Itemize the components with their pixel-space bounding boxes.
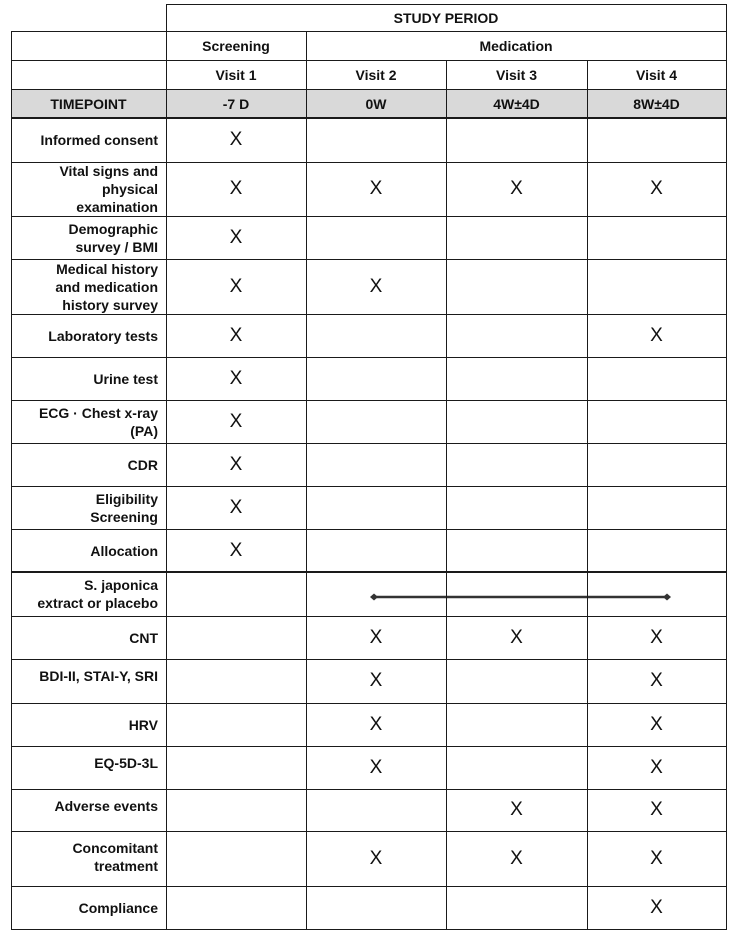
grid-line-v [166, 4, 167, 930]
visit-header: Visit 2 [355, 66, 397, 83]
visit-mark: X [369, 275, 383, 297]
procedure-label: Concomitant treatment [72, 840, 158, 874]
grid-line-h [11, 89, 726, 90]
duration-endpoint-marker [370, 594, 378, 601]
timepoint-label: TIMEPOINT [50, 95, 127, 112]
duration-endpoint-marker [663, 594, 671, 601]
procedure-label: HRV [128, 716, 158, 733]
visit-header: Visit 3 [496, 66, 537, 83]
visit-mark: X [510, 626, 523, 648]
grid-line-h [11, 616, 726, 617]
grid-line-h [11, 486, 726, 487]
visit-mark: X [369, 626, 383, 648]
procedure-label: Eligibility Screening [90, 490, 158, 525]
visit-mark: X [650, 324, 663, 346]
grid-line-h [11, 314, 726, 315]
grid-line-h [11, 357, 726, 358]
grid-line-v [11, 31, 12, 930]
procedure-label: Informed consent [40, 132, 158, 148]
procedure-label: S. japonica extract or placebo [37, 577, 158, 611]
grid-line-h [11, 529, 726, 530]
visit-header: Visit 4 [636, 66, 677, 83]
visit-mark: X [369, 756, 383, 778]
visit-mark: X [229, 367, 243, 389]
visit-mark: X [650, 626, 663, 648]
grid-line-v [726, 4, 727, 930]
timepoint-value: -7 D [222, 95, 250, 112]
grid-line-h [11, 659, 726, 660]
visit-mark: X [650, 178, 663, 199]
grid-line-h [11, 886, 726, 887]
procedure-label: ECG · Chest x-ray (PA) [38, 404, 158, 439]
procedure-label: Medical history and medication history survey [55, 260, 158, 313]
visit-mark: X [369, 847, 383, 869]
grid-line-h [166, 4, 726, 5]
grid-line-v [446, 60, 447, 930]
visit-mark: X [650, 896, 663, 918]
procedure-label: Demographic survey / BMI [68, 220, 158, 255]
visit-mark: X [650, 670, 663, 691]
grid-line-h [11, 31, 726, 32]
visit-mark: X [229, 539, 243, 561]
procedure-label: EQ-5D-3L [94, 755, 158, 771]
visit-mark: X [510, 847, 523, 869]
grid-line-h [11, 259, 726, 260]
medication-duration-line [369, 591, 672, 603]
grid-line-h [11, 162, 726, 163]
visit-mark: X [229, 410, 243, 432]
visit-mark: X [229, 496, 243, 518]
study-period-header: STUDY PERIOD [393, 9, 499, 26]
grid-line-h [11, 789, 726, 790]
visit-mark: X [369, 178, 383, 199]
procedure-label: CNT [129, 629, 158, 646]
procedure-label: Laboratory tests [48, 327, 158, 344]
visit-mark: X [229, 178, 243, 199]
visit-mark: X [650, 799, 663, 820]
grid-line-v [306, 31, 307, 930]
grid-line-h [11, 746, 726, 747]
grid-line-h [11, 703, 726, 704]
grid-line-h [11, 117, 726, 119]
visit-mark: X [229, 226, 243, 248]
procedure-label: Compliance [78, 899, 158, 916]
timepoint-value: 4W±4D [493, 95, 540, 112]
medication-header: Medication [479, 37, 553, 54]
grid-line-h [11, 571, 726, 573]
visit-mark: X [369, 713, 383, 735]
grid-line-h [11, 929, 726, 930]
procedure-label: CDR [127, 456, 158, 473]
procedure-label: BDI-II, STAI-Y, SRI [39, 668, 158, 684]
grid-line-v [587, 60, 588, 930]
procedure-label: Allocation [90, 542, 158, 559]
grid-line-h [11, 60, 726, 61]
screening-header: Screening [202, 37, 270, 54]
timepoint-value: 8W±4D [633, 95, 680, 112]
grid-line-h [11, 443, 726, 444]
visit-mark: X [510, 178, 523, 199]
visit-mark: X [229, 275, 243, 297]
procedure-label: Vital signs and physical examination [59, 163, 158, 215]
visit-mark: X [229, 453, 243, 475]
grid-line-h [11, 400, 726, 401]
grid-line-h [11, 216, 726, 217]
timepoint-value: 0W [365, 95, 387, 112]
visit-mark: X [229, 129, 243, 150]
visit-mark: X [650, 756, 663, 778]
visit-header: Visit 1 [215, 66, 257, 83]
procedure-label: Adverse events [54, 798, 158, 814]
visit-mark: X [369, 670, 383, 691]
visit-mark: X [229, 324, 243, 346]
procedure-label: Urine test [93, 370, 158, 387]
visit-mark: X [650, 847, 663, 869]
visit-mark: X [650, 713, 663, 735]
grid-line-h [11, 831, 726, 832]
visit-mark: X [510, 799, 523, 820]
